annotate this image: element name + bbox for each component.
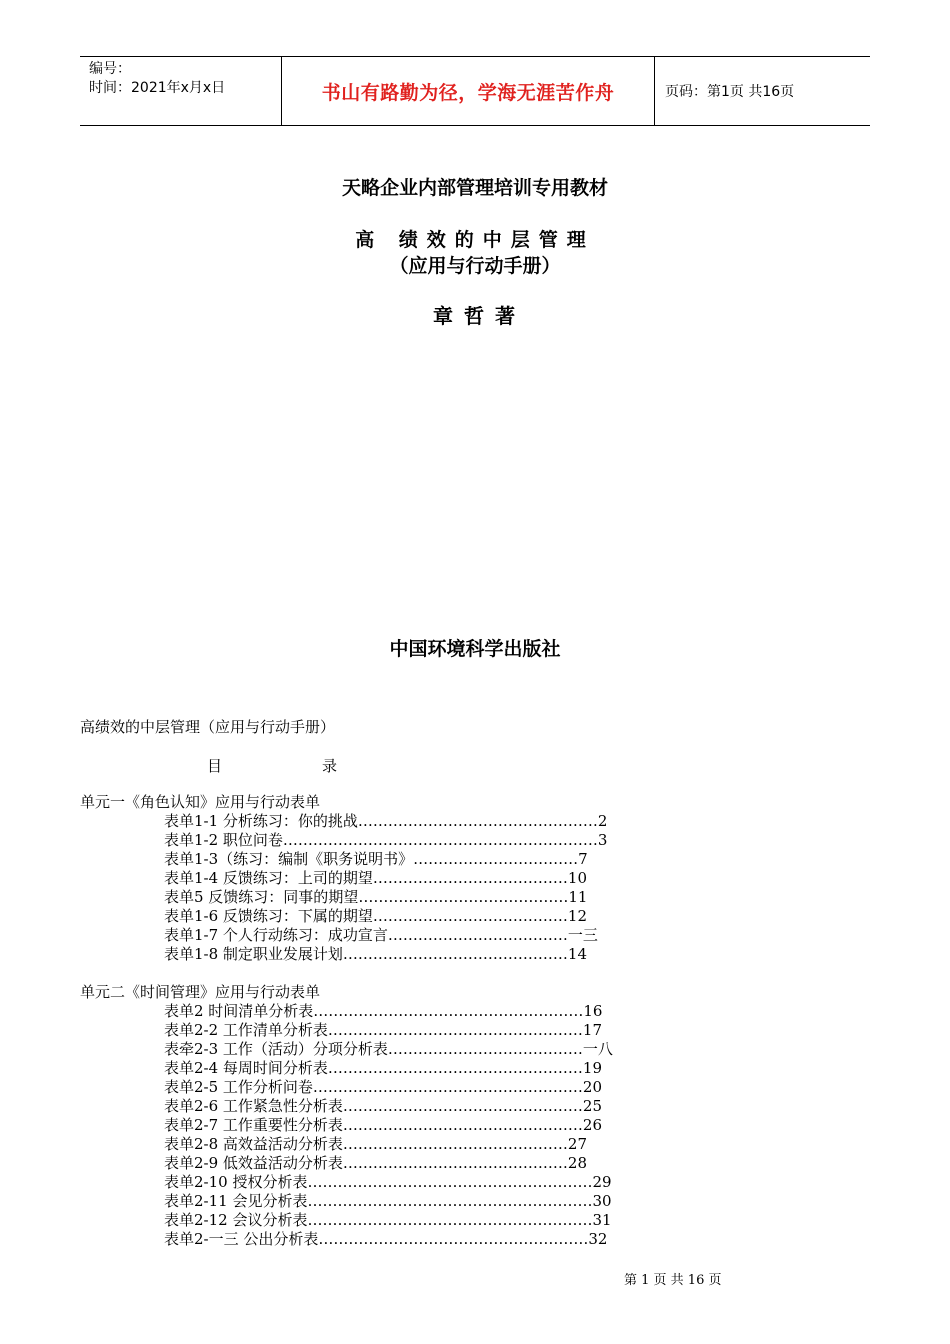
toc-entry: 表单2-10 授权分析表…………………………………………………29 [164, 1173, 612, 1191]
toc-entry: 表单1-3（练习：编制《职务说明书》……………………………7 [164, 850, 588, 868]
toc-entry: 表单1-6 反馈练习：下属的期望…………………………………12 [164, 907, 588, 925]
toc-entry: 表单2-4 每周时间分析表……………………………………………19 [164, 1059, 603, 1077]
toc-entry: 表单2-一三 公出分析表………………………………………………32 [164, 1230, 608, 1248]
toc-entry: 表单2-12 会议分析表…………………………………………………31 [164, 1211, 612, 1229]
toc-entry: 表单2-9 低效益活动分析表………………………………………28 [164, 1154, 588, 1172]
toc-title-part1: 目 [207, 757, 223, 775]
author: 章 哲 著 [433, 304, 517, 328]
series-title: 天略企业内部管理培训专用教材 [341, 177, 608, 199]
toc-entry: 表单1-2 职位问卷………………………………………………………3 [164, 831, 608, 849]
number-label: 编号： [89, 61, 131, 77]
publisher: 中国环境科学出版社 [389, 638, 561, 660]
toc-entry: 表单1-1 分析练习：你的挑战…………………………………………2 [164, 812, 608, 830]
toc-entry: 表单2-2 工作清单分析表……………………………………………17 [164, 1021, 603, 1039]
book-line: 高绩效的中层管理（应用与行动手册） [80, 718, 336, 736]
time-label: 时间：2021年x月x日 [89, 80, 226, 96]
toc-entry: 表牵2-3 工作（活动）分项分析表…………………………………一八 [164, 1040, 613, 1058]
page-footer: 第 1 页 共 16 页 [624, 1273, 722, 1288]
toc-title [207, 755, 337, 776]
unit-heading: 单元二《时间管理》应用与行动表单 [80, 983, 321, 1001]
toc-entry: 表单5 反馈练习：同事的期望……………………………………11 [164, 888, 588, 906]
toc-entry: 表单2 时间清单分析表………………………………………………16 [164, 1002, 603, 1020]
toc-entry: 表单2-5 工作分析问卷………………………………………………20 [164, 1078, 603, 1096]
page-info: 页码：第1页 共16页 [665, 84, 795, 100]
toc-entry: 表单1-7 个人行动练习：成功宣言………………………………一三 [164, 926, 598, 944]
toc-title-part2: 录 [322, 757, 338, 775]
unit-heading: 单元一《角色认知》应用与行动表单 [80, 793, 321, 811]
header-table [80, 56, 870, 126]
motto: 书山有路勤为径，学海无涯苦作舟 [282, 57, 655, 125]
table-of-contents [80, 793, 780, 1249]
toc-entry: 表单2-6 工作紧急性分析表…………………………………………25 [164, 1097, 603, 1115]
book-subtitle: （应用与行动手册） [389, 255, 561, 277]
toc-entry: 表单2-8 高效益活动分析表………………………………………27 [164, 1135, 588, 1153]
toc-entry: 表单2-11 会见分析表…………………………………………………30 [164, 1192, 612, 1210]
toc-entry: 表单1-8 制定职业发展计划………………………………………14 [164, 945, 588, 963]
toc-entry: 表单2-7 工作重要性分析表…………………………………………26 [164, 1116, 603, 1134]
toc-entry: 表单1-4 反馈练习：上司的期望…………………………………10 [164, 869, 588, 887]
header-meta-cell [80, 57, 282, 125]
book-title: 高 绩效的中层管理 [355, 229, 595, 251]
